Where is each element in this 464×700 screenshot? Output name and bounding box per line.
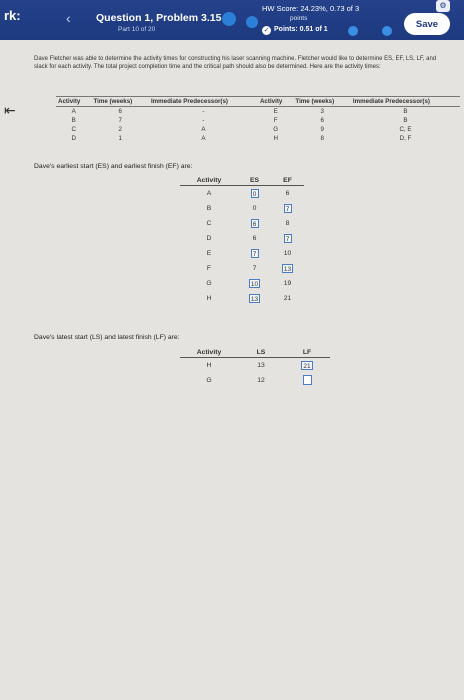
col-header: Activity	[258, 97, 293, 107]
table-row: H 13 21	[206, 294, 292, 303]
col-header: Activity	[180, 348, 238, 358]
progress-dot-icon	[382, 26, 392, 36]
hw-score: HW Score: 24.23%, 0.73 of 3	[262, 4, 360, 13]
previous-question-icon[interactable]: ‹	[66, 10, 71, 26]
col-header: LF	[284, 348, 330, 358]
collapse-panel-icon[interactable]: ⇤	[4, 102, 16, 118]
es-ef-table	[180, 176, 304, 306]
table-row: C 6 8	[206, 219, 290, 228]
es-answer-box[interactable]: 10	[250, 280, 259, 288]
col-header: Immediate Predecessor(s)	[149, 97, 258, 107]
table-row: G 12	[180, 373, 330, 388]
points-check-icon: ✓	[263, 27, 270, 34]
hw-points-word: points	[290, 15, 308, 22]
table-row: B 0 7	[180, 201, 304, 216]
header-left-fragment: rk:	[4, 8, 21, 23]
question-title: Question 1, Problem 3.15	[96, 12, 222, 24]
ef-answer-box[interactable]: 7	[284, 234, 292, 243]
problem-intro: Dave Fletcher was able to determine the activity times for constructing his laser scanning machine. Fletcher would like to determine ES, EF, LS, LF, and slack for each activity. The total project completion time and the critical path should also be determined. Here are the activity times:	[34, 56, 437, 70]
table-row: C 2 A G 9 C, E	[71, 126, 412, 133]
progress-dot-icon	[348, 26, 358, 36]
activity-times-header-row	[56, 97, 460, 107]
es-ef-header-row	[180, 176, 304, 186]
save-button[interactable]: Save	[404, 13, 450, 35]
header-bar	[0, 0, 464, 40]
es-ef-label: Dave's earliest start (ES) and earliest finish (EF) are:	[34, 163, 193, 170]
es-answer-box[interactable]: 7	[251, 249, 259, 258]
table-row: B 7 - F 6 B	[71, 117, 408, 124]
progress-circle-icon	[246, 16, 258, 28]
col-header: Immediate Predecessor(s)	[351, 97, 460, 107]
col-header: EF	[271, 176, 304, 186]
table-row: A 6 - E 3 B	[71, 108, 408, 115]
settings-icon[interactable]: ⚙	[436, 0, 450, 12]
table-row: A 0 6	[206, 189, 290, 198]
table-row: F 7 13	[206, 264, 292, 273]
question-part: Part 10 of 20	[118, 26, 156, 33]
points-label: Points: 0.51 of 1	[274, 26, 328, 33]
table-row: G 10 19	[206, 279, 292, 288]
col-header: Time (weeks)	[293, 97, 351, 107]
col-header: LS	[238, 348, 284, 358]
col-header: Activity	[56, 97, 91, 107]
table-row: H 13 21	[206, 361, 311, 370]
col-header: Time (weeks)	[91, 97, 149, 107]
es-answer-box[interactable]: 13	[250, 295, 259, 303]
next-question-icon[interactable]	[222, 12, 236, 26]
question-content	[0, 40, 464, 700]
activity-times-table	[56, 96, 460, 143]
col-header: ES	[238, 176, 271, 186]
lf-input-box[interactable]	[303, 375, 312, 385]
col-header: Activity	[180, 176, 238, 186]
ef-answer-box[interactable]: 7	[284, 204, 292, 213]
ef-answer-box[interactable]: 13	[283, 265, 292, 273]
table-row: D 6 7	[180, 231, 304, 246]
table-row: D 1 A H 8 D, F	[71, 135, 412, 142]
es-answer-box[interactable]: 6	[251, 219, 259, 228]
lf-answer-box[interactable]: 21	[303, 362, 311, 370]
ls-lf-header-row	[180, 348, 330, 358]
table-row: E 7 10	[206, 249, 292, 258]
ls-lf-table	[180, 348, 330, 388]
ls-lf-label: Dave's latest start (LS) and latest finish (LF) are:	[34, 334, 180, 341]
es-answer-box[interactable]: 0	[251, 189, 259, 198]
